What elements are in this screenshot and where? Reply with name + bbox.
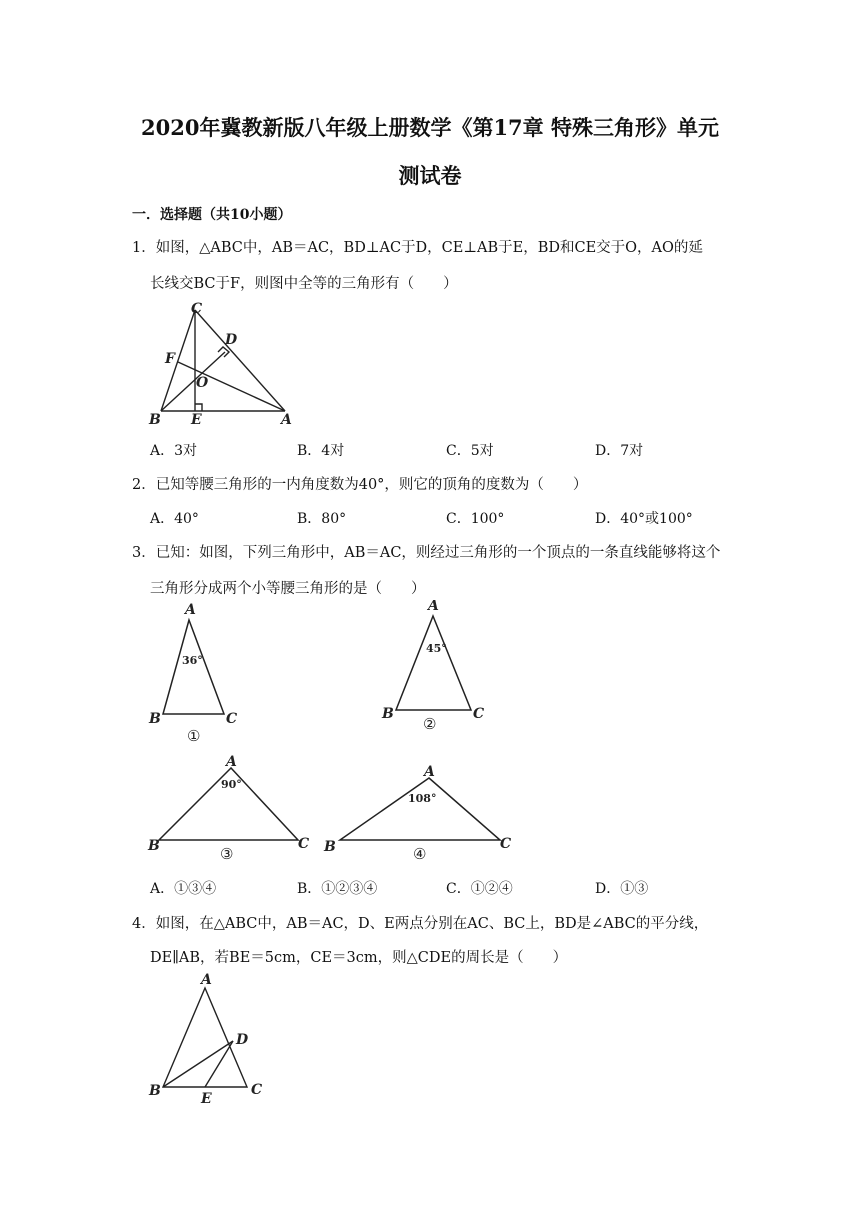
q1-label-d: D: [225, 332, 238, 348]
q3-t3-label-b: B: [148, 838, 160, 854]
q2-line-1: 2．已知等腰三角形的一内角度数为40°，则它的顶角的度数为（ ）: [132, 477, 588, 493]
q3-t3-label-c: C: [298, 836, 310, 852]
q1-option-b: B．4对: [297, 443, 345, 459]
q4-label-c: C: [251, 1082, 263, 1098]
q3-line-1: 3．已知：如图，下列三角形中，AB＝AC，则经过三角形的一个顶点的一条直线能够将这个: [132, 545, 721, 561]
q1-line-1: 1．如图，△ABC中，AB＝AC，BD⊥AC于D，CE⊥AB于E，BD和CE交于O，AO的延: [132, 240, 703, 256]
q3-t4-label-b: B: [324, 839, 336, 855]
q3-t1-label-a: A: [185, 602, 196, 618]
q3-t1-label-b: B: [149, 711, 161, 727]
title-line-1: 2020年冀教新版八年级上册数学《第17章 特殊三角形》单元: [141, 115, 719, 140]
q3-figure: [140, 600, 530, 865]
q3-t3-label-a: A: [226, 754, 237, 770]
q1-option-d: D．7对: [595, 443, 644, 459]
q3-t4-label-a: A: [424, 764, 435, 780]
q2-option-d: D．40°或100°: [595, 511, 693, 527]
q4-label-a: A: [201, 972, 212, 988]
q1-label-f: F: [165, 351, 175, 367]
q3-t2-label-c: C: [473, 706, 485, 722]
q2-option-a: A．40°: [150, 511, 199, 527]
q1-label-a: A: [281, 412, 292, 428]
title-line-2: 测试卷: [398, 163, 462, 188]
q1-label-b: B: [149, 412, 161, 428]
q3-t2-index: ②: [423, 715, 437, 733]
q3-t4-label-c: C: [500, 836, 512, 852]
q1-label-e: E: [191, 412, 202, 428]
q3-t2-label-b: B: [382, 706, 394, 722]
q2-option-c: C．100°: [446, 511, 505, 527]
q3-option-c: C．①②④: [446, 881, 513, 897]
q1-line-2: 长线交BC于F，则图中全等的三角形有（ ）: [150, 276, 458, 292]
q3-t1-index: ①: [187, 727, 201, 745]
q4-label-b: B: [149, 1083, 161, 1099]
q3-option-a: A．①③④: [150, 881, 217, 897]
q3-t4-index: ④: [413, 845, 427, 863]
q3-option-b: B．①②③④: [297, 881, 378, 897]
q3-option-d: D．①③: [595, 881, 649, 897]
q2-option-b: B．80°: [297, 511, 347, 527]
q4-label-d: D: [236, 1032, 249, 1048]
q3-t1-label-c: C: [226, 711, 238, 727]
q4-label-e: E: [201, 1091, 212, 1107]
q1-label-o: O: [196, 375, 209, 391]
q1-option-c: C．5对: [446, 443, 494, 459]
section-heading: 一．选择题（共10小题）: [132, 207, 292, 223]
q3-t4-angle: 108°: [408, 792, 437, 805]
q4-line-2: DE∥AB，若BE＝5cm，CE＝3cm，则△CDE的周长是（ ）: [150, 950, 568, 966]
q3-t3-index: ③: [220, 845, 234, 863]
q1-figure: [145, 300, 295, 428]
q1-option-a: A．3对: [150, 443, 198, 459]
q3-t2-label-a: A: [428, 600, 439, 614]
q3-t3-angle: 90°: [221, 778, 242, 791]
q3-line-2: 三角形分成两个小等腰三角形的是（ ）: [150, 581, 426, 597]
q3-t1-angle: 36°: [182, 654, 203, 667]
q4-line-1: 4．如图，在△ABC中，AB＝AC，D、E两点分别在AC、BC上，BD是∠ABC的平分线，: [132, 916, 709, 932]
q1-label-c: C: [191, 301, 203, 317]
q3-t2-angle: 45°: [426, 642, 447, 655]
q4-figure: [145, 970, 270, 1110]
